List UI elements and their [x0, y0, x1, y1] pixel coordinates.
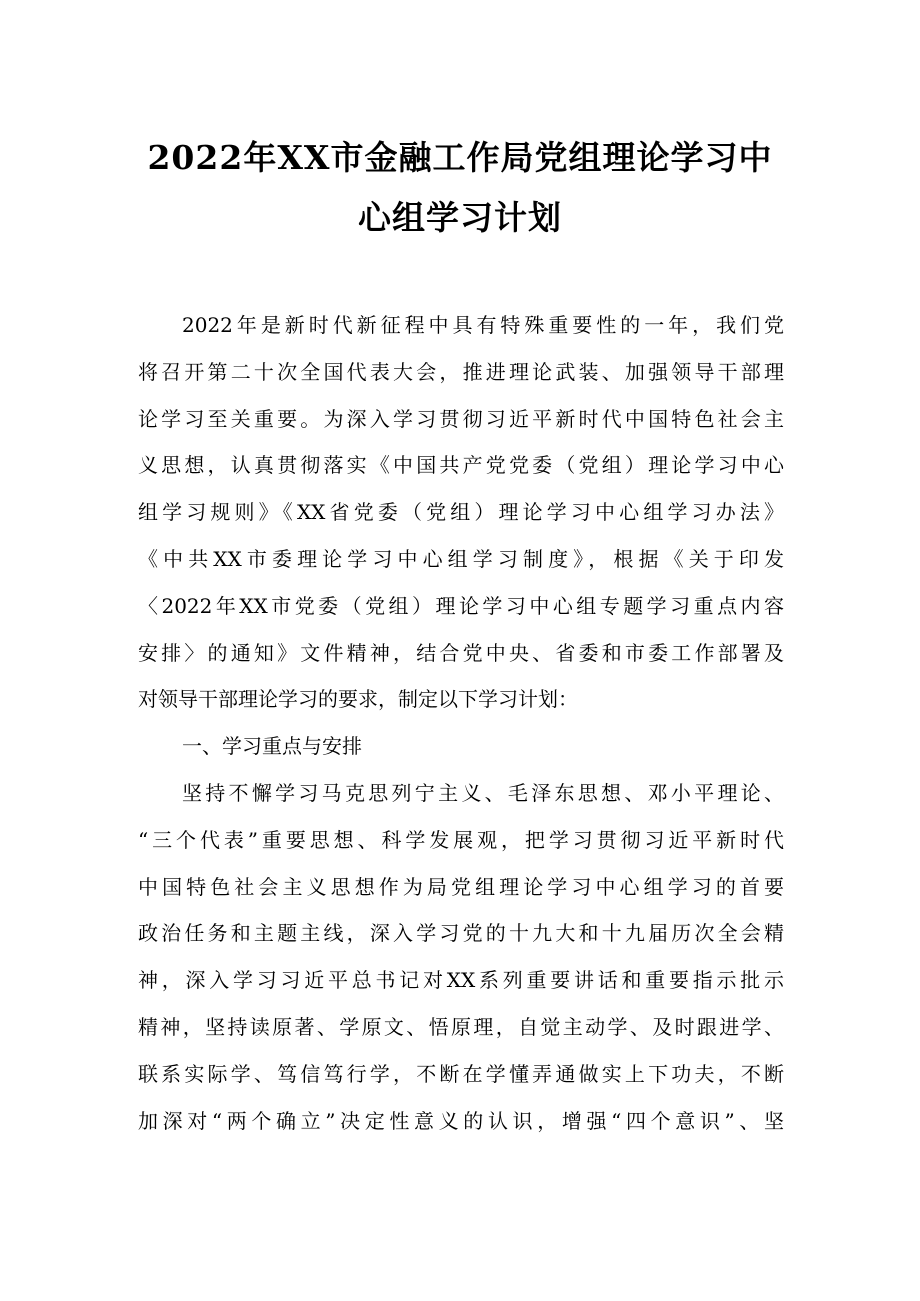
title-line-1: 2022年XX市金融工作局党组理论学习中	[147, 138, 773, 177]
document-title	[0, 128, 920, 248]
title-line-2: 心组学习计划	[358, 198, 562, 237]
body-line: 坚持不懈学习马克思列宁主义、毛泽东思想、邓小平理论、	[182, 780, 784, 805]
body-line: 神，深入学习习近平总书记对XX系列重要讲话和重要指示批示	[138, 968, 784, 993]
body-line: 组学习规则》《XX省党委（党组）理论学习中心组学习办法》	[138, 500, 784, 525]
body-line: 论学习至关重要。为深入学习贯彻习近平新时代中国特色社会主	[138, 406, 784, 431]
document-body	[138, 306, 784, 1148]
body-line: “三个代表”重要思想、科学发展观，把学习贯彻习近平新时代	[138, 827, 784, 852]
body-line: 义思想，认真贯彻落实《中国共产党党委（党组）理论学习中心	[138, 453, 784, 478]
body-line: 加深对“两个确立”决定性意义的认识，增强“四个意识”、坚	[138, 1108, 784, 1133]
body-line: 安排〉的通知》文件精神，结合党中央、省委和市委工作部署及	[138, 640, 784, 665]
body-line: 联系实际学、笃信笃行学，不断在学懂弄通做实上下功夫，不断	[138, 1061, 784, 1086]
body-line: 2022年是新时代新征程中具有特殊重要性的一年，我们党	[182, 313, 784, 337]
section-heading: 一、学习重点与安排	[182, 734, 362, 759]
body-line: 对领导干部理论学习的要求，制定以下学习计划：	[138, 687, 578, 712]
body-line: 中国特色社会主义思想作为局党组理论学习中心组学习的首要	[138, 874, 784, 899]
body-line: 政治任务和主题主线，深入学习党的十九大和十九届历次全会精	[138, 921, 784, 946]
body-line: 《中共XX市委理论学习中心组学习制度》，根据《关于印发	[138, 546, 784, 571]
body-line: 〈2022年XX市党委（党组）理论学习中心组专题学习重点内容	[138, 593, 784, 618]
body-line: 将召开第二十次全国代表大会，推进理论武装、加强领导干部理	[138, 359, 784, 384]
body-line: 精神，坚持读原著、学原文、悟原理，自觉主动学、及时跟进学、	[138, 1014, 784, 1039]
